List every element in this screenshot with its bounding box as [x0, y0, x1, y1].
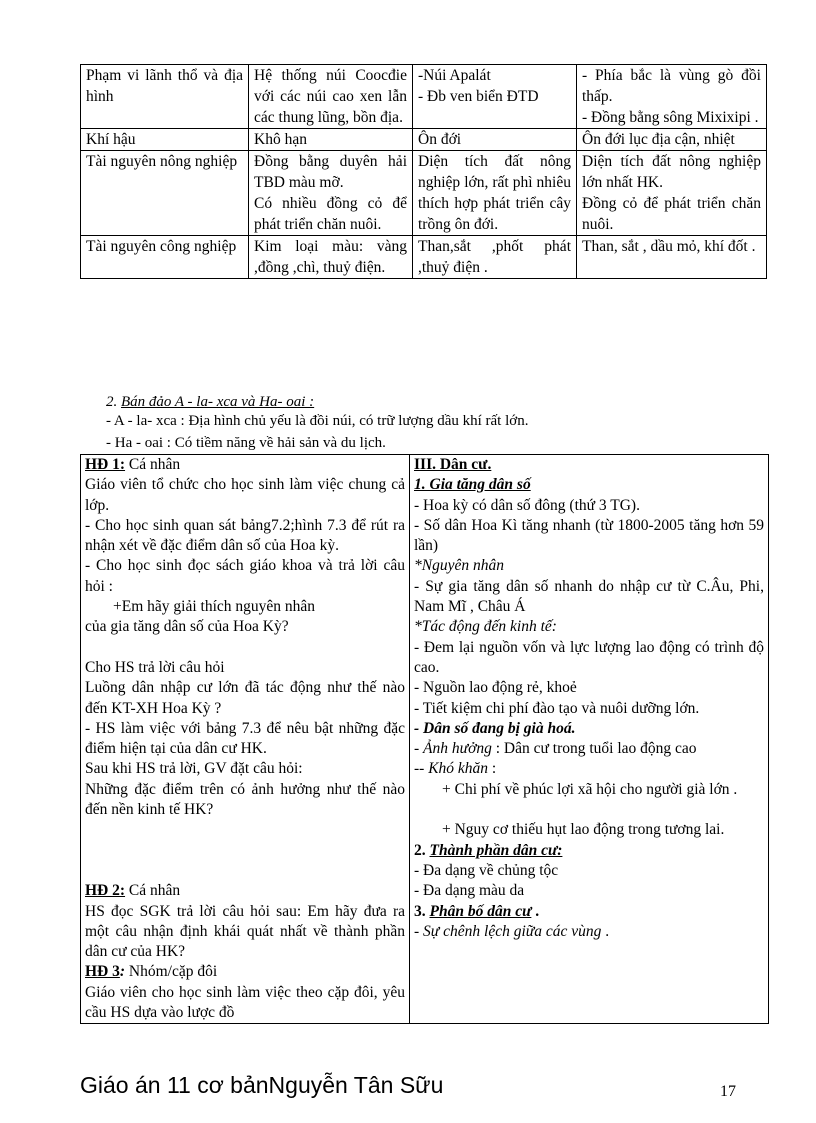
alaska-line: - A - la- xca : Địa hình chủ yếu là đồi núi, có trữ lượng dầu khí rất lớn. — [106, 413, 529, 429]
activities-column — [81, 455, 410, 1024]
section-3-title: III. Dân cư. — [414, 456, 492, 473]
table-cell: -Núi Apalát - Đb ven biển ĐTD — [413, 65, 577, 129]
table-row — [81, 129, 767, 151]
right-text: *Nguyên nhân — [414, 557, 504, 575]
left-text: Sau khi HS trả lời, GV đặt câu hỏi: — [85, 760, 303, 778]
row-label-cell: Tài nguyên nông nghiệp — [81, 151, 249, 236]
right-text: - Sự gia tăng dân số nhanh do nhập cư từ C.Âu, Phi, Nam Mĩ , Châu Á — [414, 577, 764, 616]
difficulty-line: -- Khó khăn : — [414, 760, 497, 778]
impact-line: - Ảnh hưởng : Dân cư trong tuổi lao động cao — [414, 740, 697, 758]
regional-gap-line: - Sự chênh lệch giữa các vùng . — [414, 922, 610, 940]
table-cell: Than, sắt , dầu mỏ, khí đốt . — [577, 236, 767, 279]
section-2-heading: 2. Bán đảo A - la- xca và Ha- oai : — [106, 394, 315, 410]
row-label-cell: Tài nguyên công nghiệp — [81, 236, 249, 279]
row-label-cell: Phạm vi lãnh thổ và địa hình — [81, 65, 249, 129]
table-cell: Hệ thống núi Coocđie với các núi cao xen lẫn các thung lũng, bồn địa. — [249, 65, 413, 129]
table-cell: - Phía bắc là vùng gò đồi thấp. - Đồng bằng sông Mixixipi . — [577, 65, 767, 129]
table-cell: Đồng bằng duyên hải TBD màu mỡ. Có nhiều đồng cỏ để phát triển chăn nuôi. — [249, 151, 413, 236]
table-cell: Khô hạn — [249, 129, 413, 151]
distribution-number: 3. — [414, 902, 430, 920]
table-cell: Than,sắt ,phốt phát ,thuỷ điện . — [413, 236, 577, 279]
left-text: Những đặc điểm trên có ảnh hưởng như thế nào đến nền kinh tế HK? — [85, 780, 405, 819]
hd3-colon: : — [119, 963, 126, 981]
right-text: *Tác động đến kinh tế: — [414, 618, 557, 636]
right-text: + Nguy cơ thiếu hụt lao động trong tương lai. — [442, 821, 725, 839]
right-text: - Đem lại nguồn vốn và lực lượng lao động có trình độ cao. — [414, 638, 764, 676]
left-text: - Cho học sinh đọc sách giáo khoa và trả lời câu hỏi : — [85, 557, 405, 595]
right-text: - Đa dạng về chủng tộc — [414, 861, 559, 879]
right-text: - Đa dạng màu da — [414, 882, 525, 900]
hd3-label: HĐ 3 — [85, 963, 120, 981]
table-row — [81, 236, 767, 279]
left-text: +Em hãy giải thích nguyên nhân — [113, 598, 316, 616]
left-text: Giáo viên tổ chức cho học sinh làm việc chung cả lớp. — [85, 476, 405, 514]
table-cell: Diện tích đất nông nghiệp lớn nhất HK. Đồng cỏ để phát triển chăn nuôi. — [577, 151, 767, 236]
hd2-label: HĐ 2: — [85, 882, 126, 900]
right-text: - Số dân Hoa Kì tăng nhanh (từ 1800-2005 tăng hơn 59 lần) — [414, 516, 764, 555]
region-comparison-table — [80, 64, 767, 279]
footer-title: Giáo án 11 cơ bảnNguyễn Tân Sữu — [80, 1072, 444, 1098]
aging-heading: - Dân số đang bị già hoá. — [414, 719, 576, 737]
hawaii-line: - Ha - oai : Có tiềm năng về hải sản và du lịch. — [106, 435, 386, 451]
table-cell: Ôn đới lục địa cận, nhiệt — [577, 129, 767, 151]
right-text: - Hoa kỳ có dân số đông (thứ 3 TG). — [414, 496, 640, 514]
page-number: 17 — [720, 1083, 736, 1100]
table-cell: Diện tích đất nông nghiệp lớn, rất phì nhiêu thích hợp phát triển cây trồng ôn đới. — [413, 151, 577, 236]
lesson-table — [80, 454, 769, 1024]
table-row — [81, 151, 767, 236]
right-text: + Chi phí về phúc lợi xã hội cho người già lớn . — [442, 780, 738, 798]
table-cell: Kim loại màu: vàng ,đồng ,chì, thuỷ điện. — [249, 236, 413, 279]
row-label-cell: Khí hậu — [81, 129, 249, 151]
left-text: Luồng dân nhập cư lớn đã tác động như thế nào đến KT-XH Hoa Kỳ ? — [85, 679, 405, 717]
population-growth-heading: 1. Gia tăng dân số — [414, 476, 531, 494]
hd2-text: Cá nhân — [125, 882, 181, 900]
distribution-heading: Phân bố dân cư — [429, 902, 532, 920]
left-text: Cho HS trả lời câu hỏi — [85, 658, 225, 676]
hd1-text: Cá nhân — [125, 456, 181, 473]
hd1-label: HĐ 1: — [85, 456, 126, 473]
distribution-dot: . — [531, 902, 540, 920]
right-text: - Tiết kiệm chi phí đào tạo và nuôi dưỡng lớn. — [414, 699, 700, 717]
right-text: - Nguồn lao động rẻ, khoẻ — [414, 679, 577, 697]
composition-heading: Thành phần dân cư: — [429, 841, 563, 859]
hd3-text: Nhóm/cặp đôi — [125, 963, 218, 981]
left-text: HS đọc SGK trả lời câu hỏi sau: Em hãy đưa ra một câu nhận định khái quát nhất về thành phần dân cư của HK? — [85, 902, 405, 961]
table-row — [81, 65, 767, 129]
left-text: Giáo viên cho học sinh làm việc theo cặp đôi, yêu cầu HS dựa vào lược đồ — [85, 983, 405, 1022]
composition-number: 2. — [414, 841, 430, 859]
left-text: - Cho học sinh quan sát bảng7.2;hình 7.3 để rút ra nhận xét về đặc điểm dân số của Hoa kỳ. — [85, 516, 405, 555]
left-text: của gia tăng dân số của Hoa Kỳ? — [85, 618, 289, 636]
left-text: - HS làm việc với bảng 7.3 để nêu bật những đặc điểm hiện tại của dân cư HK. — [85, 719, 405, 758]
content-column — [410, 455, 769, 1024]
table-cell: Ôn đới — [413, 129, 577, 151]
